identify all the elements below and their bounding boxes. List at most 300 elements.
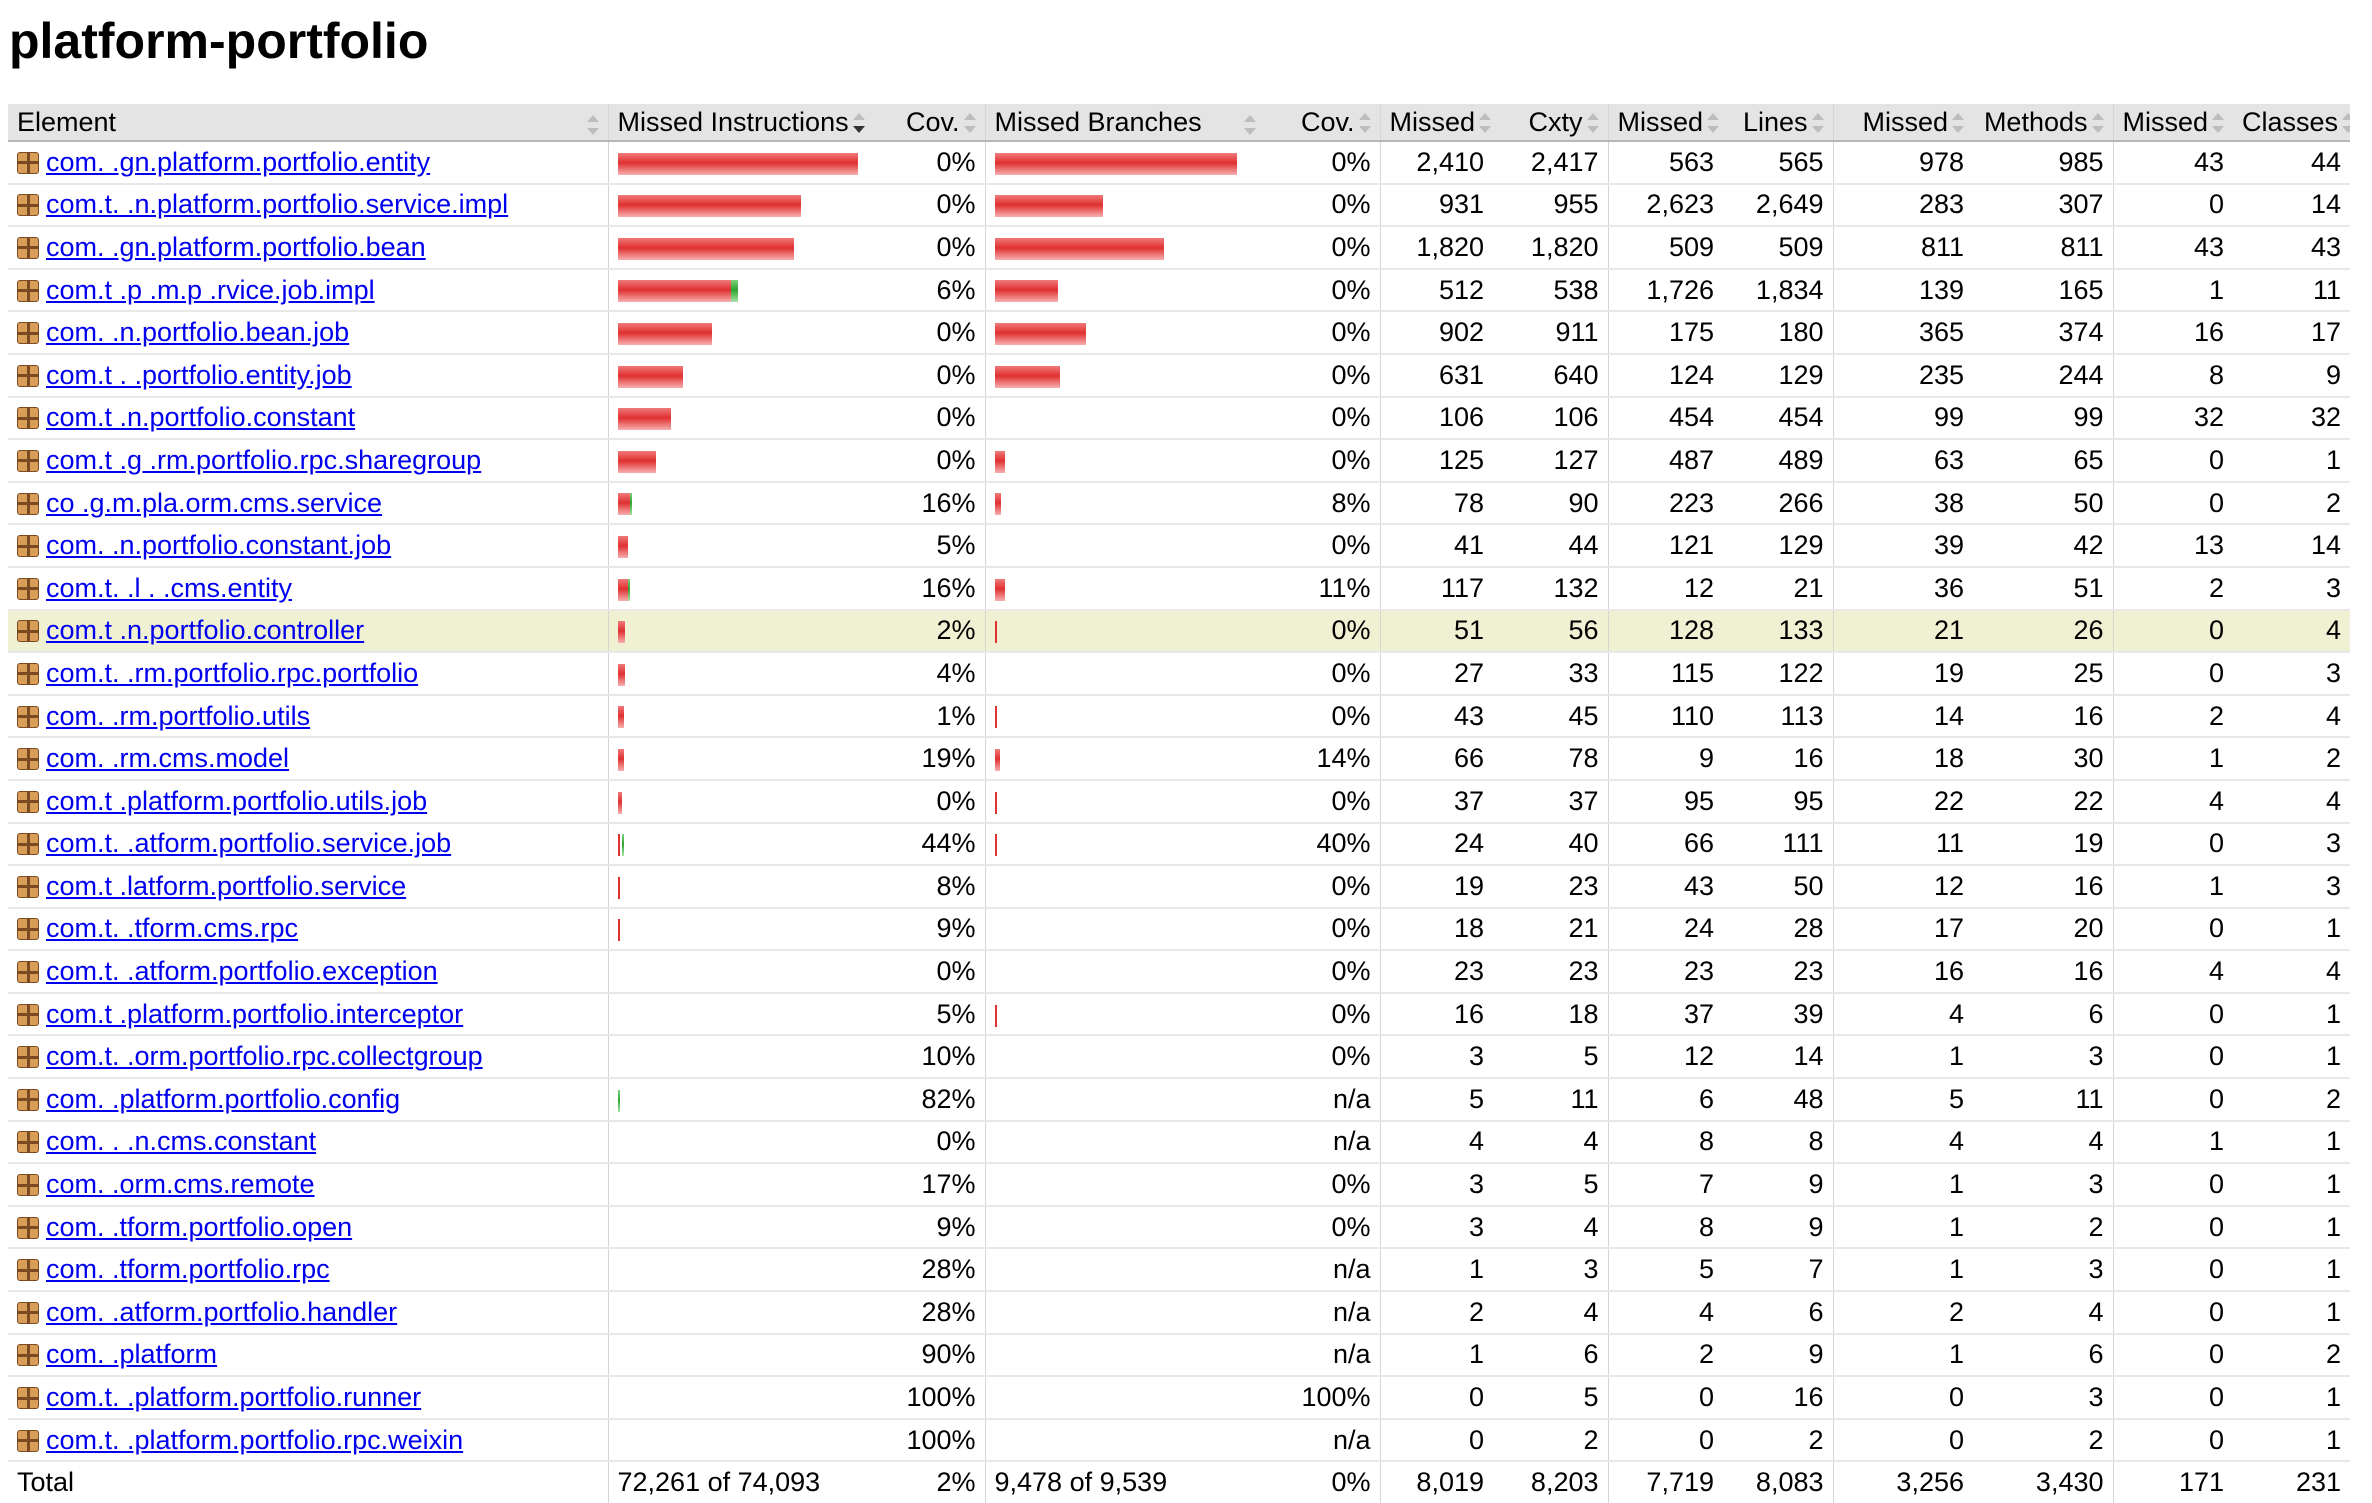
missed-cxty: 0 xyxy=(1380,1376,1493,1419)
cxty: 4 xyxy=(1493,1121,1608,1164)
header-missed-lines[interactable]: Missed xyxy=(1608,104,1723,141)
package-link[interactable]: com. . .n.cms.constant xyxy=(46,1126,317,1157)
missed-cxty: 902 xyxy=(1380,311,1493,354)
missed-cxty: 19 xyxy=(1380,865,1493,908)
package-icon xyxy=(17,450,39,472)
package-icon xyxy=(17,237,39,259)
instructions-cov: 10% xyxy=(875,1035,985,1078)
cxty: 6 xyxy=(1493,1334,1608,1377)
cxty: 44 xyxy=(1493,524,1608,567)
missed-methods: 21 xyxy=(1833,610,1973,653)
missed-lines: 4 xyxy=(1608,1291,1723,1334)
table-row xyxy=(8,1376,2350,1419)
total-branches-cov: 0% xyxy=(1265,1461,1380,1503)
cxty: 911 xyxy=(1493,311,1608,354)
methods: 25 xyxy=(1973,652,2113,695)
missed-cxty: 16 xyxy=(1380,993,1493,1036)
missed-cxty: 66 xyxy=(1380,737,1493,780)
package-link[interactable]: com.t .p .m.p .rvice.job.impl xyxy=(46,274,375,305)
package-link[interactable]: com. .rm.portfolio.utils xyxy=(46,700,311,731)
instructions-bar-cell xyxy=(608,226,875,269)
package-icon xyxy=(17,620,39,642)
branches-bar-cell xyxy=(985,1376,1265,1419)
package-link[interactable]: com.t. .rm.portfolio.rpc.portfolio xyxy=(46,657,419,688)
methods: 11 xyxy=(1973,1078,2113,1121)
total-missed-classes: 171 xyxy=(2113,1461,2233,1503)
table-row xyxy=(8,226,2350,269)
missed-bar xyxy=(995,579,1005,601)
lines: 2,649 xyxy=(1723,184,1833,227)
lines: 95 xyxy=(1723,780,1833,823)
cxty: 4 xyxy=(1493,1206,1608,1249)
missed-methods: 63 xyxy=(1833,439,1973,482)
instructions-bar-cell xyxy=(608,865,875,908)
missed-bar xyxy=(995,366,1060,388)
branches-cov: 0% xyxy=(1265,439,1380,482)
package-cell xyxy=(8,780,608,823)
classes: 2 xyxy=(2233,1334,2350,1377)
missed-classes: 0 xyxy=(2113,1035,2233,1078)
cxty: 5 xyxy=(1493,1035,1608,1078)
missed-classes: 1 xyxy=(2113,1121,2233,1164)
missed-methods: 2 xyxy=(1833,1291,1973,1334)
package-icon xyxy=(17,1089,39,1111)
cxty: 40 xyxy=(1493,823,1608,866)
lines: 9 xyxy=(1723,1206,1833,1249)
instructions-cov: 5% xyxy=(875,524,985,567)
table-row xyxy=(8,1078,2350,1121)
package-link[interactable]: com.t. .l . .cms.entity xyxy=(46,572,293,603)
table-row xyxy=(8,397,2350,440)
missed-methods: 16 xyxy=(1833,950,1973,993)
instructions-bar-cell xyxy=(608,269,875,312)
instructions-cov: 28% xyxy=(875,1248,985,1291)
instructions-cov: 1% xyxy=(875,695,985,738)
branches-cov: 0% xyxy=(1265,311,1380,354)
cxty: 23 xyxy=(1493,865,1608,908)
methods: 16 xyxy=(1973,950,2113,993)
package-cell xyxy=(8,482,608,525)
missed-classes: 0 xyxy=(2113,823,2233,866)
missed-lines: 175 xyxy=(1608,311,1723,354)
lines: 28 xyxy=(1723,908,1833,951)
package-link[interactable]: com.t. .atform.portfolio.exception xyxy=(46,956,438,987)
package-link[interactable]: com.t . .portfolio.entity.job xyxy=(46,359,352,390)
covered-bar xyxy=(630,493,632,515)
missed-methods: 283 xyxy=(1833,184,1973,227)
instructions-bar-cell xyxy=(608,1078,875,1121)
missed-classes: 0 xyxy=(2113,184,2233,227)
instructions-cov: 16% xyxy=(875,567,985,610)
missed-methods: 978 xyxy=(1833,141,1973,184)
table-row xyxy=(8,354,2350,397)
header-missed-instructions[interactable]: Missed Instructions xyxy=(608,104,875,141)
package-link[interactable]: com.t .platform.portfolio.utils.job xyxy=(46,785,428,816)
cxty: 955 xyxy=(1493,184,1608,227)
missed-methods: 1 xyxy=(1833,1248,1973,1291)
missed-lines: 95 xyxy=(1608,780,1723,823)
missed-methods: 0 xyxy=(1833,1419,1973,1462)
branches-cov: 11% xyxy=(1265,567,1380,610)
branches-cov: 0% xyxy=(1265,524,1380,567)
table-row xyxy=(8,695,2350,738)
package-icon xyxy=(17,152,39,174)
missed-methods: 0 xyxy=(1833,1376,1973,1419)
instructions-cov: 0% xyxy=(875,354,985,397)
coverage-table xyxy=(8,104,2350,1503)
package-icon xyxy=(17,876,39,898)
methods: 99 xyxy=(1973,397,2113,440)
package-icon xyxy=(17,535,39,557)
missed-methods: 1 xyxy=(1833,1163,1973,1206)
branches-cov: 0% xyxy=(1265,908,1380,951)
branches-cov: 0% xyxy=(1265,950,1380,993)
branches-cov: 0% xyxy=(1265,354,1380,397)
missed-bar xyxy=(995,749,1000,771)
package-link[interactable]: com.t .n.portfolio.constant xyxy=(46,402,356,433)
sort-icon xyxy=(1812,113,1824,133)
branches-bar-cell xyxy=(985,1163,1265,1206)
classes: 1 xyxy=(2233,1419,2350,1462)
header-classes[interactable]: Classes xyxy=(2233,104,2350,141)
missed-cxty: 1 xyxy=(1380,1334,1493,1377)
missed-classes: 0 xyxy=(2113,1334,2233,1377)
table-row xyxy=(8,908,2350,951)
table-row xyxy=(8,823,2350,866)
header-row xyxy=(8,104,2350,141)
table-row xyxy=(8,269,2350,312)
branches-cov: 0% xyxy=(1265,141,1380,184)
missed-classes: 0 xyxy=(2113,652,2233,695)
missed-lines: 2 xyxy=(1608,1334,1723,1377)
missed-methods: 38 xyxy=(1833,482,1973,525)
instructions-bar-cell xyxy=(608,1291,875,1334)
classes: 1 xyxy=(2233,908,2350,951)
package-link[interactable]: com.t .n.portfolio.controller xyxy=(46,615,365,646)
package-link[interactable]: com. .rm.cms.model xyxy=(46,743,290,774)
table-row xyxy=(8,1163,2350,1206)
package-icon xyxy=(17,663,39,685)
instructions-bar-cell xyxy=(608,141,875,184)
missed-lines: 43 xyxy=(1608,865,1723,908)
missed-cxty: 27 xyxy=(1380,652,1493,695)
package-icon xyxy=(17,322,39,344)
package-cell xyxy=(8,1334,608,1377)
missed-bar xyxy=(995,238,1164,260)
header-missed-classes[interactable]: Missed xyxy=(2113,104,2233,141)
package-icon xyxy=(17,918,39,940)
cxty: 127 xyxy=(1493,439,1608,482)
package-link[interactable]: com.t .latform.portfolio.service xyxy=(46,870,407,901)
branches-bar-cell xyxy=(985,865,1265,908)
methods: 16 xyxy=(1973,865,2113,908)
missed-classes: 0 xyxy=(2113,1291,2233,1334)
package-cell xyxy=(8,1419,608,1462)
table-row xyxy=(8,652,2350,695)
package-link[interactable]: co .g.m.pla.orm.cms.service xyxy=(46,487,383,518)
table-row xyxy=(8,439,2350,482)
instructions-bar-cell xyxy=(608,695,875,738)
missed-lines: 110 xyxy=(1608,695,1723,738)
package-link[interactable]: com.t. .tform.cms.rpc xyxy=(46,913,299,944)
missed-lines: 115 xyxy=(1608,652,1723,695)
missed-lines: 37 xyxy=(1608,993,1723,1036)
package-link[interactable]: com. .gn.platform.portfolio.entity xyxy=(46,146,431,177)
header-instructions-cov[interactable]: Cov. xyxy=(875,104,985,141)
branches-bar-cell xyxy=(985,311,1265,354)
instructions-cov: 4% xyxy=(875,652,985,695)
cxty: 23 xyxy=(1493,950,1608,993)
covered-bar xyxy=(628,579,630,601)
instructions-cov: 9% xyxy=(875,1206,985,1249)
header-cxty[interactable]: Cxty xyxy=(1493,104,1608,141)
package-cell xyxy=(8,141,608,184)
total-missed-branches: 9,478 of 9,539 xyxy=(985,1461,1265,1503)
package-link[interactable]: com. .platform.portfolio.config xyxy=(46,1083,401,1114)
missed-cxty: 41 xyxy=(1380,524,1493,567)
missed-cxty: 1,820 xyxy=(1380,226,1493,269)
package-link[interactable]: com.t. .platform.portfolio.runner xyxy=(46,1382,422,1413)
classes: 4 xyxy=(2233,780,2350,823)
branches-cov: 8% xyxy=(1265,482,1380,525)
classes: 3 xyxy=(2233,567,2350,610)
lines: 1,834 xyxy=(1723,269,1833,312)
lines: 23 xyxy=(1723,950,1833,993)
branches-cov: 0% xyxy=(1265,695,1380,738)
missed-classes: 0 xyxy=(2113,439,2233,482)
instructions-cov: 0% xyxy=(875,184,985,227)
cxty: 5 xyxy=(1493,1376,1608,1419)
total-lines: 8,083 xyxy=(1723,1461,1833,1503)
header-missed-methods[interactable]: Missed xyxy=(1833,104,1973,141)
missed-bar xyxy=(995,280,1058,302)
missed-classes: 4 xyxy=(2113,950,2233,993)
package-cell xyxy=(8,1078,608,1121)
classes: 14 xyxy=(2233,184,2350,227)
missed-classes: 2 xyxy=(2113,567,2233,610)
package-link[interactable]: com.t. .orm.portfolio.rpc.collectgroup xyxy=(46,1041,483,1072)
branches-cov: n/a xyxy=(1265,1121,1380,1164)
instructions-cov: 8% xyxy=(875,865,985,908)
missed-lines: 7 xyxy=(1608,1163,1723,1206)
package-link[interactable]: com.t. .platform.portfolio.rpc.weixin xyxy=(46,1424,464,1455)
package-link[interactable]: com.t. .n.platform.portfolio.service.impl xyxy=(46,189,509,220)
missed-bar xyxy=(618,366,683,388)
package-link[interactable]: com. .atform.portfolio.handler xyxy=(46,1296,398,1327)
classes: 1 xyxy=(2233,439,2350,482)
total-row xyxy=(8,1461,2350,1503)
branches-bar-cell xyxy=(985,1334,1265,1377)
branches-bar-cell xyxy=(985,950,1265,993)
table-row xyxy=(8,865,2350,908)
lines: 9 xyxy=(1723,1334,1833,1377)
branches-bar-cell xyxy=(985,397,1265,440)
missed-cxty: 18 xyxy=(1380,908,1493,951)
branches-bar-cell xyxy=(985,141,1265,184)
classes: 2 xyxy=(2233,737,2350,780)
branches-cov: 100% xyxy=(1265,1376,1380,1419)
branches-bar-cell xyxy=(985,695,1265,738)
methods: 4 xyxy=(1973,1291,2113,1334)
branches-bar-cell xyxy=(985,482,1265,525)
missed-bar xyxy=(618,280,731,302)
instructions-cov: 0% xyxy=(875,950,985,993)
cxty: 132 xyxy=(1493,567,1608,610)
classes: 43 xyxy=(2233,226,2350,269)
instructions-cov: 28% xyxy=(875,1291,985,1334)
header-element[interactable]: Element xyxy=(8,104,608,141)
lines: 454 xyxy=(1723,397,1833,440)
instructions-cov: 100% xyxy=(875,1419,985,1462)
instructions-bar-cell xyxy=(608,610,875,653)
branches-cov: 0% xyxy=(1265,865,1380,908)
table-row xyxy=(8,311,2350,354)
table-row xyxy=(8,1334,2350,1377)
missed-classes: 0 xyxy=(2113,908,2233,951)
instructions-bar-cell xyxy=(608,482,875,525)
instructions-bar-cell xyxy=(608,1163,875,1206)
package-cell xyxy=(8,567,608,610)
classes: 1 xyxy=(2233,993,2350,1036)
missed-bar xyxy=(618,408,671,430)
instructions-bar-cell xyxy=(608,1206,875,1249)
classes: 1 xyxy=(2233,1163,2350,1206)
cxty: 3 xyxy=(1493,1248,1608,1291)
missed-methods: 1 xyxy=(1833,1334,1973,1377)
missed-classes: 32 xyxy=(2113,397,2233,440)
methods: 811 xyxy=(1973,226,2113,269)
package-link[interactable]: com.t .g .rm.portfolio.rpc.sharegroup xyxy=(46,444,482,475)
package-cell xyxy=(8,1291,608,1334)
missed-cxty: 631 xyxy=(1380,354,1493,397)
classes: 44 xyxy=(2233,141,2350,184)
classes: 17 xyxy=(2233,311,2350,354)
missed-bar xyxy=(618,621,625,643)
sort-icon xyxy=(1244,115,1256,135)
missed-bar xyxy=(618,536,628,558)
total-missed-cxty: 8,019 xyxy=(1380,1461,1493,1503)
package-icon xyxy=(17,1344,39,1366)
sort-icon xyxy=(2342,113,2350,133)
missed-cxty: 23 xyxy=(1380,950,1493,993)
instructions-bar-cell xyxy=(608,823,875,866)
sort-icon xyxy=(2092,113,2104,133)
cxty: 56 xyxy=(1493,610,1608,653)
package-icon xyxy=(17,280,39,302)
missed-methods: 5 xyxy=(1833,1078,1973,1121)
package-rows xyxy=(8,141,2350,1461)
lines: 509 xyxy=(1723,226,1833,269)
lines: 489 xyxy=(1723,439,1833,482)
instructions-bar-cell xyxy=(608,908,875,951)
missed-classes: 8 xyxy=(2113,354,2233,397)
package-cell xyxy=(8,993,608,1036)
branches-cov: 0% xyxy=(1265,993,1380,1036)
package-link[interactable]: com. .n.portfolio.bean.job xyxy=(46,317,350,348)
package-link[interactable]: com.t. .atform.portfolio.service.job xyxy=(46,828,452,859)
lines: 39 xyxy=(1723,993,1833,1036)
instructions-bar-cell xyxy=(608,354,875,397)
package-link[interactable]: com.t .platform.portfolio.interceptor xyxy=(46,998,464,1029)
total-missed-instructions: 72,261 of 74,093 xyxy=(608,1461,875,1503)
branches-bar-cell xyxy=(985,1121,1265,1164)
branches-cov: 0% xyxy=(1265,269,1380,312)
methods: 3 xyxy=(1973,1035,2113,1078)
lines: 180 xyxy=(1723,311,1833,354)
missed-lines: 563 xyxy=(1608,141,1723,184)
methods: 42 xyxy=(1973,524,2113,567)
instructions-cov: 6% xyxy=(875,269,985,312)
total-classes: 231 xyxy=(2233,1461,2350,1503)
classes: 3 xyxy=(2233,865,2350,908)
methods: 3 xyxy=(1973,1163,2113,1206)
lines: 50 xyxy=(1723,865,1833,908)
header-lines[interactable]: Lines xyxy=(1723,104,1833,141)
instructions-cov: 44% xyxy=(875,823,985,866)
instructions-bar-cell xyxy=(608,1419,875,1462)
package-link[interactable]: com. .orm.cms.remote xyxy=(46,1169,315,1200)
cxty: 2,417 xyxy=(1493,141,1608,184)
header-missed-branches[interactable]: Missed Branches xyxy=(985,104,1265,141)
instructions-cov: 0% xyxy=(875,226,985,269)
missed-lines: 454 xyxy=(1608,397,1723,440)
package-icon xyxy=(17,1217,39,1239)
missed-classes: 1 xyxy=(2113,737,2233,780)
header-branches-cov[interactable]: Cov. xyxy=(1265,104,1380,141)
package-link[interactable]: com. .gn.platform.portfolio.bean xyxy=(46,231,426,262)
missed-lines: 6 xyxy=(1608,1078,1723,1121)
methods: 20 xyxy=(1973,908,2113,951)
package-link[interactable]: com. .n.portfolio.constant.job xyxy=(46,530,392,561)
total-instructions-cov: 2% xyxy=(875,1461,985,1503)
missed-cxty: 5 xyxy=(1380,1078,1493,1121)
header-methods[interactable]: Methods xyxy=(1973,104,2113,141)
missed-methods: 4 xyxy=(1833,1121,1973,1164)
header-missed-cxty[interactable]: Missed xyxy=(1380,104,1493,141)
package-icon xyxy=(17,748,39,770)
methods: 30 xyxy=(1973,737,2113,780)
missed-methods: 811 xyxy=(1833,226,1973,269)
methods: 26 xyxy=(1973,610,2113,653)
lines: 2 xyxy=(1723,1419,1833,1462)
package-icon xyxy=(17,1430,39,1452)
branches-bar-cell xyxy=(985,1035,1265,1078)
lines: 6 xyxy=(1723,1291,1833,1334)
methods: 50 xyxy=(1973,482,2113,525)
cxty: 78 xyxy=(1493,737,1608,780)
missed-cxty: 3 xyxy=(1380,1163,1493,1206)
branches-bar-cell xyxy=(985,1291,1265,1334)
methods: 3 xyxy=(1973,1248,2113,1291)
missed-bar xyxy=(995,195,1103,217)
package-link[interactable]: com. .tform.portfolio.open xyxy=(46,1211,353,1242)
branches-cov: 0% xyxy=(1265,610,1380,653)
package-icon xyxy=(17,1387,39,1409)
lines: 266 xyxy=(1723,482,1833,525)
package-link[interactable]: com. .tform.portfolio.rpc xyxy=(46,1254,330,1285)
package-link[interactable]: com. .platform xyxy=(46,1339,218,1370)
missed-bar xyxy=(995,834,999,856)
package-cell xyxy=(8,823,608,866)
missed-methods: 12 xyxy=(1833,865,1973,908)
sort-icon xyxy=(964,113,976,133)
missed-classes: 0 xyxy=(2113,1376,2233,1419)
package-cell xyxy=(8,311,608,354)
classes: 2 xyxy=(2233,482,2350,525)
lines: 48 xyxy=(1723,1078,1833,1121)
branches-cov: 0% xyxy=(1265,1163,1380,1206)
branches-bar-cell xyxy=(985,737,1265,780)
